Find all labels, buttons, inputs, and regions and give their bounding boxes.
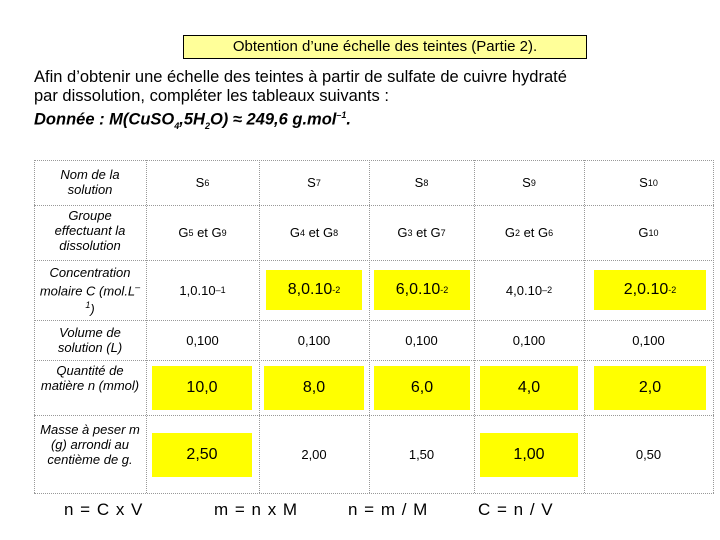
row-label-volume: Volume de solution (L) <box>57 325 123 355</box>
formula-c-nv: C = n / V <box>478 500 554 519</box>
cell-quantity-4: 4,0 <box>480 366 578 410</box>
cell-concentration-2: 8,0.10 -2 <box>266 270 362 310</box>
row-label-mass: Masse à peser m (g) arrondi au centième de g. <box>40 422 140 467</box>
cell-mass-1: 2,50 <box>152 433 252 477</box>
cell-group-2: G 4 et G 8 <box>289 225 339 240</box>
cell-solution-s7: S 7 <box>307 175 321 190</box>
cell-solution-s6: S 6 <box>195 175 210 190</box>
cell-solution-s8: S 8 <box>414 175 429 190</box>
row-label-quantity: Quantité de matière n (mmol) <box>40 363 140 393</box>
cell-group-5: G 10 <box>638 225 659 240</box>
given-data: Donnée : $M(CuSO_4,5H_2O) \approx 249,6$ g.mol$^{-1}$. <box>34 110 352 131</box>
cell-quantity-3: 6,0 <box>374 366 470 410</box>
cell-mass-3: 1,50 <box>408 446 435 462</box>
cell-concentration-1: 1,0.10 –1 <box>179 282 226 298</box>
dilution-table <box>34 160 714 493</box>
cell-mass-2: 2,00 <box>301 446 327 462</box>
cell-concentration-4: 4,0.10 –2 <box>505 282 553 298</box>
cell-quantity-1: 10,0 <box>152 366 252 410</box>
cell-volume-3: 0,100 <box>405 332 438 348</box>
cell-volume-1: 0,100 <box>186 332 219 348</box>
cell-solution-s10: S 10 <box>639 175 658 190</box>
row-label-group: Groupe effectuant la dissolution <box>54 208 126 253</box>
cell-concentration-3: 6,0.10 -2 <box>374 270 470 310</box>
cell-volume-2: 0,100 <box>297 332 331 348</box>
page-title: Obtention d’une échelle des teintes (Partie 2). <box>183 35 587 59</box>
row-label-solution-name: Nom de la solution <box>60 167 120 197</box>
instructions <box>34 68 714 136</box>
cell-mass-5: 0,50 <box>635 446 662 462</box>
cell-concentration-5: 2,0.10 -2 <box>594 270 706 310</box>
cell-volume-4: 0,100 <box>512 332 546 348</box>
formula-bar <box>0 500 720 530</box>
instruction-line-2: par dissolution, compléter les tableaux suivants : <box>34 87 389 105</box>
cell-group-4: G 2 et G 6 <box>504 225 554 240</box>
cell-quantity-2: 8,0 <box>264 366 364 410</box>
formula-n-cv: n = C x V <box>64 500 144 519</box>
formula-m-nm: m = n x M <box>214 500 299 519</box>
cell-quantity-5: 2,0 <box>594 366 706 410</box>
cell-volume-5: 0,100 <box>632 332 665 348</box>
row-label-concentration: Concentration molaire C $(mol.L^{-1})$ <box>39 265 141 317</box>
cell-group-1: G 5 et G 9 <box>178 225 227 240</box>
formula-n-mm: n = m / M <box>348 500 429 519</box>
cell-solution-s9: S 9 <box>522 175 536 190</box>
instruction-line-1: Afin d’obtenir une échelle des teintes à partir de sulfate de cuivre hydraté <box>34 68 567 86</box>
cell-mass-4: 1,00 <box>480 433 578 477</box>
cell-group-3: G 3 et G 7 <box>397 225 446 240</box>
